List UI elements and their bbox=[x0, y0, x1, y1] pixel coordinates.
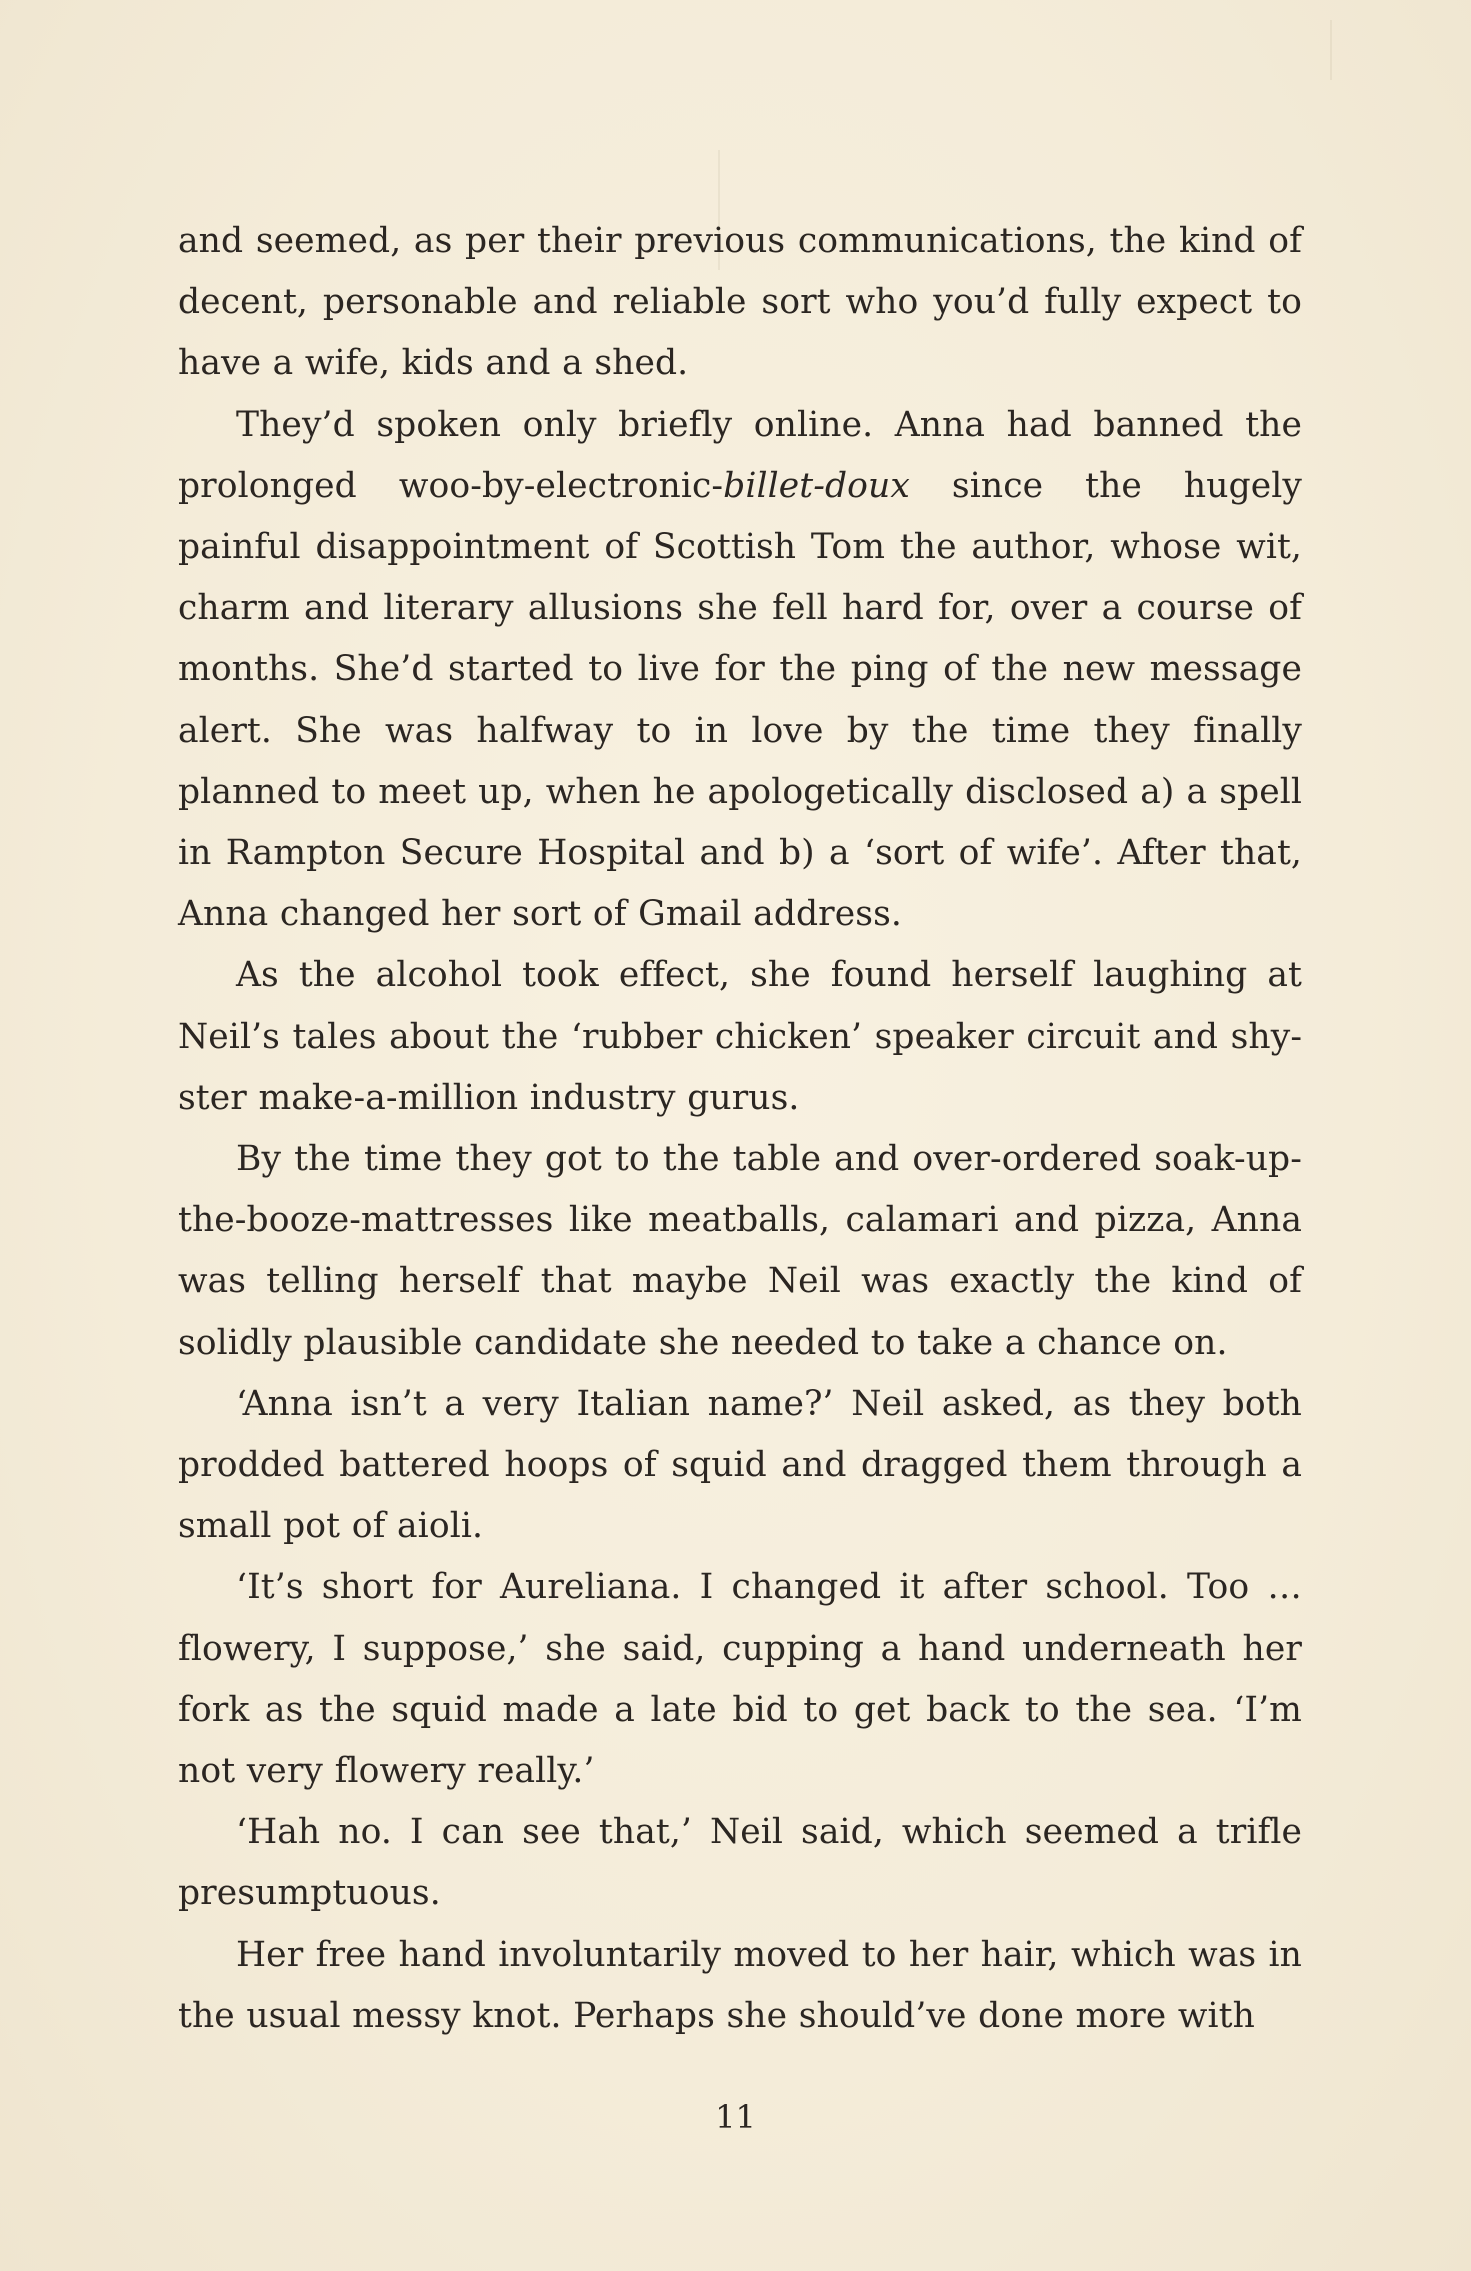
paragraph bbox=[178, 945, 1302, 1129]
text-run: They’d spoken only briefly online. Anna had banned the prolonged woo-by-electronic- bbox=[178, 404, 1302, 506]
paragraph bbox=[178, 211, 1302, 395]
paragraph bbox=[178, 1374, 1302, 1558]
paragraph bbox=[178, 1129, 1302, 1374]
paragraph bbox=[178, 1925, 1302, 2047]
paragraph bbox=[178, 1557, 1302, 1802]
text-run: ‘Hah no. I can see that,’ Neil said, which seemed a trifle presumptuous. bbox=[178, 1812, 1302, 1914]
text-run: As the alcohol took effect, she found herself laughing at Neil’s tales about the ‘rubber chicken’ speaker circuit and shyster make-a-million industry gurus. bbox=[178, 955, 1302, 1118]
text-run: ‘Anna isn’t a very Italian name?’ Neil asked, as they both prodded battered hoops of squid and dragged them through a small pot of aioli. bbox=[178, 1383, 1302, 1547]
page-number: 11 bbox=[715, 2098, 756, 2136]
paragraph bbox=[178, 1802, 1302, 1924]
text-run: since the hugely painful disappointment of Scottish Tom the author, whose wit, charm and literary allusions she fell hard for, over a course of months. She’d started to live for the ping of the new message alert. She was halfway to in love by the time they finally planned to meet up, when he apologetically disclosed a) a spell in Rampton Secure Hospital and b) a ‘sort of wife’. After that, Anna changed her sort of Gmail address. bbox=[178, 465, 1302, 935]
text-run: By the time they got to the table and over-ordered soak-up-the-booze-mattresses like meatballs, calamari and pizza, Anna was telling herself that maybe Neil was exactly the kind of solidly plausible candidate she needed to take a chance on. bbox=[178, 1139, 1302, 1363]
text-run: ‘It’s short for Aureliana. I changed it after school. Too … flowery, I suppose,’ she said, cupping a hand underneath her fork as the squid made a late bid to get back to the sea. ‘I’m not very flowery really.’ bbox=[178, 1567, 1302, 1792]
text-run: and seemed, as per their previous communications, the kind of decent, personable and reliable sort who you’d fully expect to have a wife, kids and a shed. bbox=[178, 221, 1302, 384]
body-text bbox=[178, 211, 1302, 2047]
page-crease bbox=[1330, 20, 1332, 80]
text-run: Her free hand involuntarily moved to her hair, which was in the usual messy knot. Perhaps she should’ve done more with bbox=[178, 1934, 1302, 2036]
italic-text: billet-doux bbox=[723, 465, 910, 506]
paragraph bbox=[178, 395, 1302, 946]
